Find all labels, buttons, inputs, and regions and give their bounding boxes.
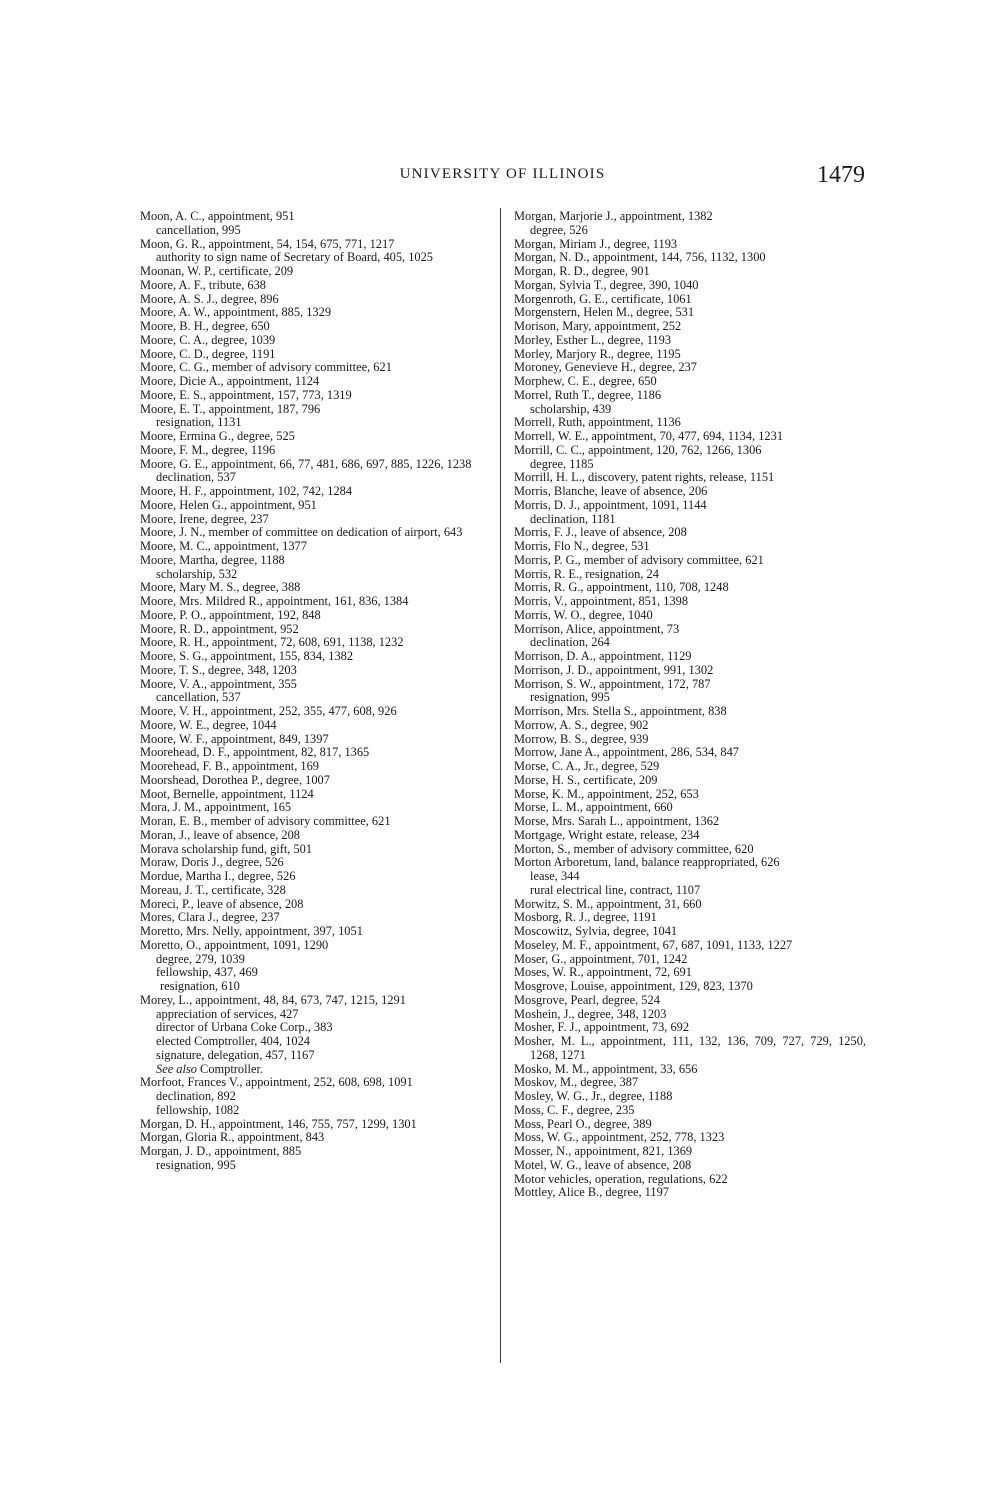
index-subentry: degree, 526: [530, 222, 588, 237]
index-subentry: fellowship, 1082: [156, 1102, 240, 1117]
index-entry: Moses, W. R., appointment, 72, 691: [514, 965, 692, 980]
index-entry: Moon, A. C., appointment, 951: [140, 209, 295, 223]
index-entry: Morrow, Jane A., appointment, 286, 534, 847: [514, 745, 739, 760]
index-subentry: declination, 1181: [530, 511, 616, 526]
index-entry: Morphew, C. E., degree, 650: [514, 374, 657, 388]
index-entry: Moseley, M. F., appointment, 67, 687, 1091, 1133, 1227: [514, 937, 793, 952]
index-entry: Moraw, Doris J., degree, 526: [140, 855, 284, 870]
index-entry: Moore, B. H., degree, 650: [140, 319, 270, 333]
index-entry: Moser, G., appointment, 701, 1242: [514, 951, 688, 966]
index-entry: Mosher, M. L., appointment, 111, 132, 136, 709, 727, 729, 1250, 1268, 1271: [514, 1034, 866, 1062]
index-entry: Moretto, O., appointment, 1091, 1290: [140, 937, 329, 952]
index-entry: Moore, H. F., appointment, 102, 742, 1284: [140, 484, 353, 498]
index-entry: Moore, G. E., appointment, 66, 77, 481, 686, 697, 885, 1226, 1238: [140, 456, 472, 471]
index-entry: Moreau, J. T., certificate, 328: [140, 882, 286, 897]
index-entry: Moore, R. D., appointment, 952: [140, 621, 299, 636]
index-subentry: declination, 892: [156, 1089, 236, 1103]
index-entry: Morris, P. G., member of advisory committee, 621: [514, 552, 764, 567]
index-entry: Morrison, S. W., appointment, 172, 787: [514, 676, 711, 691]
index-entry: Morgan, J. D., appointment, 885: [140, 1144, 302, 1158]
index-entry: Moon, G. R., appointment, 54, 154, 675, 771, 1217: [140, 236, 395, 251]
index-entry: Morava scholarship fund, gift, 501: [140, 841, 313, 856]
index-subentry: signature, delegation, 457, 1167: [156, 1047, 315, 1062]
index-column-right: [514, 210, 866, 1200]
index-entry: Moscowitz, Sylvia, degree, 1041: [514, 924, 678, 938]
index-entry: Mosher, F. J., appointment, 73, 692: [514, 1020, 690, 1035]
index-entry: Motor vehicles, operation, regulations, 622: [514, 1171, 728, 1186]
column-divider: [500, 208, 501, 1363]
index-subentry: cancellation, 995: [156, 222, 241, 237]
index-entry: Morgenstern, Helen M., degree, 531: [514, 305, 695, 320]
index-entry: Mosko, M. M., appointment, 33, 656: [514, 1061, 698, 1076]
index-entry: Moore, Irene, degree, 237: [140, 511, 269, 526]
index-entry: Morgan, Miriam J., degree, 1193: [514, 236, 678, 251]
index-entry: Morrison, Mrs. Stella S., appointment, 838: [514, 704, 727, 718]
index-entry: Moonan, W. P., certificate, 209: [140, 264, 294, 278]
index-entry: Mordue, Martha I., degree, 526: [140, 869, 296, 883]
index-entry: Mortgage, Wright estate, release, 234: [514, 827, 700, 842]
index-entry: Morgan, Marjorie J., appointment, 1382: [514, 209, 713, 223]
index-subentry: director of Urbana Coke Corp., 383: [156, 1020, 333, 1035]
index-entry: Morgan, Gloria R., appointment, 843: [140, 1130, 325, 1145]
index-entry: Morison, Mary, appointment, 252: [514, 319, 682, 333]
index-entry: Moss, W. G., appointment, 252, 778, 1323: [514, 1130, 725, 1145]
index-entry: Moore, E. S., appointment, 157, 773, 1319: [140, 387, 352, 402]
index-entry: Moore, P. O., appointment, 192, 848: [140, 607, 321, 622]
index-entry: Morris, F. J., leave of absence, 208: [514, 525, 687, 540]
index-entry: Moot, Bernelle, appointment, 1124: [140, 786, 314, 801]
index-subentry: scholarship, 532: [156, 566, 238, 581]
index-entry: Moore, M. C., appointment, 1377: [140, 539, 307, 553]
index-entry: Morse, K. M., appointment, 252, 653: [514, 786, 699, 801]
index-entry: Morey, L., appointment, 48, 84, 673, 747, 1215, 1291: [140, 992, 406, 1007]
index-entry: Moreci, P., leave of absence, 208: [140, 896, 304, 911]
index-subentry: appreciation of services, 427: [156, 1006, 299, 1021]
index-entry: Moore, J. N., member of committee on dedication of airport, 643: [140, 525, 463, 540]
index-entry: Morrell, Ruth, appointment, 1136: [514, 415, 681, 430]
index-entry: Moore, A. S. J., degree, 896: [140, 291, 279, 306]
index-entry: Mottley, Alice B., degree, 1197: [514, 1185, 669, 1200]
cross-reference-target: Comptroller.: [196, 1061, 264, 1076]
index-entry: Moran, J., leave of absence, 208: [140, 827, 300, 842]
index-entry: Mores, Clara J., degree, 237: [140, 910, 280, 925]
index-entry: Moore, Helen G., appointment, 951: [140, 497, 317, 512]
index-entry: Moroney, Genevieve H., degree, 237: [514, 360, 697, 375]
index-entry: Moore, A. F., tribute, 638: [140, 277, 267, 292]
index-entry: Motel, W. G., leave of absence, 208: [514, 1157, 692, 1172]
index-entry: Moore, V. A., appointment, 355: [140, 676, 297, 691]
index-entry: Moshein, J., degree, 348, 1203: [514, 1006, 667, 1021]
index-entry: Moorehead, F. B., appointment, 169: [140, 759, 319, 773]
index-entry: Moore, E. T., appointment, 187, 796: [140, 401, 321, 416]
index-entry: Moskov, M., degree, 387: [514, 1075, 639, 1090]
index-entry: Mosgrove, Pearl, degree, 524: [514, 992, 660, 1007]
index-subentry: cancellation, 537: [156, 690, 241, 705]
index-subentry: declination, 264: [530, 635, 610, 650]
index-entry: Morrill, H. L., discovery, patent rights, release, 1151: [514, 470, 775, 485]
index-entry: Morton, S., member of advisory committee, 620: [514, 841, 754, 856]
index-entry: Morwitz, S. M., appointment, 31, 660: [514, 896, 702, 911]
index-entry: Morse, L. M., appointment, 660: [514, 800, 673, 815]
index-entry: Morrow, A. S., degree, 902: [514, 717, 649, 732]
index-subentry: lease, 344: [530, 869, 580, 883]
index-subentry: resignation, 1131: [156, 415, 242, 430]
index-entry: Morgan, Sylvia T., degree, 390, 1040: [514, 277, 699, 292]
index-entry: Moore, Martha, degree, 1188: [140, 552, 285, 567]
index-entry: Morrel, Ruth T., degree, 1186: [514, 387, 662, 402]
index-entry: Moorehead, D. F., appointment, 82, 817, 1365: [140, 745, 370, 760]
index-entry: Moore, S. G., appointment, 155, 834, 1382: [140, 649, 354, 663]
index-entry: Moore, Mary M. S., degree, 388: [140, 580, 301, 595]
index-subentry: authority to sign name of Secretary of Board, 405, 1025: [156, 250, 434, 265]
index-entry: Morgan, D. H., appointment, 146, 755, 757, 1299, 1301: [140, 1116, 417, 1131]
index-entry: Morrell, W. E., appointment, 70, 477, 694, 1134, 1231: [514, 429, 784, 443]
index-entry: Moss, C. F., degree, 235: [514, 1102, 635, 1117]
index-entry: Moretto, Mrs. Nelly, appointment, 397, 1051: [140, 924, 363, 938]
index-entry: Moore, R. H., appointment, 72, 608, 691, 1138, 1232: [140, 635, 404, 650]
index-entry: Morfoot, Frances V., appointment, 252, 608, 698, 1091: [140, 1075, 413, 1090]
index-entry: Moore, W. E., degree, 1044: [140, 717, 277, 732]
index-subentry: degree, 1185: [530, 456, 594, 471]
index-entry: Morse, C. A., Jr., degree, 529: [514, 759, 660, 773]
index-subentry: elected Comptroller, 404, 1024: [156, 1034, 311, 1048]
index-entry: Morris, R. G., appointment, 110, 708, 1248: [514, 580, 729, 595]
index-subentry: resignation, 610: [160, 979, 240, 993]
index-entry: Morley, Marjory R., degree, 1195: [514, 346, 681, 361]
index-entry: Morris, V., appointment, 851, 1398: [514, 594, 689, 608]
index-subentry: resignation, 995: [156, 1157, 236, 1172]
index-entry: Morley, Esther L., degree, 1193: [514, 332, 672, 347]
index-entry: Mosborg, R. J., degree, 1191: [514, 910, 657, 925]
index-entry: Morrison, D. A., appointment, 1129: [514, 649, 692, 663]
index-cross-reference: [140, 1063, 492, 1077]
index-subentry: resignation, 995: [530, 690, 610, 705]
index-entry: Moorshead, Dorothea P., degree, 1007: [140, 772, 330, 787]
index-entry: Morrow, B. S., degree, 939: [514, 731, 649, 746]
index-subentry: declination, 537: [156, 470, 236, 485]
index-entry: Moore, F. M., degree, 1196: [140, 442, 276, 457]
index-entry: Moore, T. S., degree, 348, 1203: [140, 662, 297, 677]
index-entry: Morgan, N. D., appointment, 144, 756, 1132, 1300: [514, 250, 766, 265]
index-entry: Moore, C. A., degree, 1039: [140, 332, 276, 347]
index-entry: Morgan, R. D., degree, 901: [514, 264, 650, 278]
index-entry: Morrison, J. D., appointment, 991, 1302: [514, 662, 714, 677]
index-entry: Morris, D. J., appointment, 1091, 1144: [514, 497, 707, 512]
see-also-label: See also: [156, 1061, 197, 1076]
index-entry: Moore, Mrs. Mildred R., appointment, 161, 836, 1384: [140, 594, 409, 608]
index-entry: Morgenroth, G. E., certificate, 1061: [514, 291, 692, 306]
index-entry: Morris, W. O., degree, 1040: [514, 607, 653, 622]
index-subentry: degree, 279, 1039: [156, 951, 245, 966]
index-column-left: [140, 210, 492, 1173]
index-entry: Morse, Mrs. Sarah L., appointment, 1362: [514, 814, 720, 828]
index-entry: Mosley, W. G., Jr., degree, 1188: [514, 1089, 673, 1103]
index-entry: Morris, Blanche, leave of absence, 206: [514, 484, 708, 498]
index-entry: Mosgrove, Louise, appointment, 129, 823, 1370: [514, 979, 753, 993]
index-subentry: scholarship, 439: [530, 401, 612, 416]
index-subentry: fellowship, 437, 469: [156, 965, 258, 980]
index-entry: Morrill, C. C., appointment, 120, 762, 1266, 1306: [514, 442, 762, 457]
index-entry: Moore, A. W., appointment, 885, 1329: [140, 305, 332, 320]
index-entry: Moore, Ermina G., degree, 525: [140, 429, 295, 443]
index-entry: Moore, C. G., member of advisory committee, 621: [140, 360, 392, 375]
index-entry: Moore, Dicie A., appointment, 1124: [140, 374, 320, 388]
index-entry: Mora, J. M., appointment, 165: [140, 800, 292, 815]
index-entry: Morris, Flo N., degree, 531: [514, 539, 650, 553]
page-number: 1479: [817, 162, 865, 188]
index-entry: Moore, C. D., degree, 1191: [140, 346, 276, 361]
index-entry: Morton Arboretum, land, balance reappropriated, 626: [514, 855, 780, 870]
index-entry: Morse, H. S., certificate, 209: [514, 772, 658, 787]
page-header-title: UNIVERSITY OF ILLINOIS: [399, 166, 606, 182]
index-entry: Moore, V. H., appointment, 252, 355, 477, 608, 926: [140, 704, 397, 718]
index-entry: Moore, W. F., appointment, 849, 1397: [140, 731, 329, 746]
running-head: [140, 162, 865, 190]
index-subentry: rural electrical line, contract, 1107: [530, 882, 701, 897]
index-entry: Morrison, Alice, appointment, 73: [514, 621, 680, 636]
index-entry: Moran, E. B., member of advisory committee, 621: [140, 814, 391, 828]
index-entry: Morris, R. E., resignation, 24: [514, 566, 659, 581]
index-entry: Moss, Pearl O., degree, 389: [514, 1116, 652, 1131]
index-entry: Mosser, N., appointment, 821, 1369: [514, 1144, 693, 1158]
